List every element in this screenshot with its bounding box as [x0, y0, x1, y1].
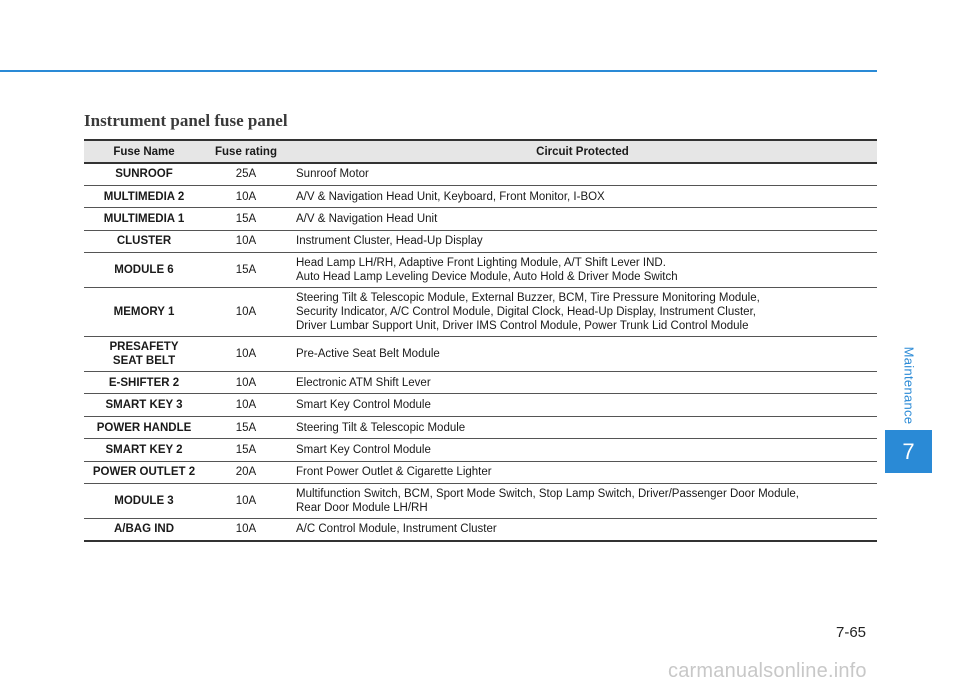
fuse-name: SMART KEY 2 [105, 443, 183, 456]
table-row [84, 416, 877, 438]
fuse-rating: 15A [204, 416, 288, 438]
circuit-protected-line: Driver Lumbar Support Unit, Driver IMS Control Module, Power Trunk Lid Control Module [296, 320, 749, 333]
fuse-name: MODULE 3 [114, 495, 174, 508]
circuit-protected-cell [288, 519, 877, 541]
table-row [84, 337, 877, 372]
circuit-protected-cell [288, 484, 877, 519]
circuit-protected-cell [288, 337, 877, 372]
chapter-number: 7 [902, 438, 915, 464]
fuse-name-cell [84, 394, 204, 416]
fuse-rating: 10A [204, 230, 288, 252]
table-row [84, 208, 877, 230]
circuit-protected-line: A/C Control Module, Instrument Cluster [296, 523, 497, 536]
chapter-label-text: Maintenance [901, 346, 917, 424]
fuse-name-cell [84, 253, 204, 288]
fuse-rating: 10A [204, 394, 288, 416]
section-title: Instrument panel fuse panel [84, 111, 288, 130]
circuit-protected-cell [288, 253, 877, 288]
circuit-protected-line: Electronic ATM Shift Lever [296, 376, 431, 389]
table-row [84, 230, 877, 252]
circuit-protected-cell [288, 185, 877, 207]
table-row [84, 288, 877, 337]
fuse-name: SEAT BELT [112, 355, 176, 368]
circuit-protected-cell [288, 288, 877, 337]
table-row [84, 372, 877, 394]
fuse-name: MULTIMEDIA 2 [103, 190, 185, 203]
chapter-number-tab [885, 430, 932, 473]
circuit-protected-cell [288, 163, 877, 185]
fuse-name: MULTIMEDIA 1 [103, 212, 185, 225]
circuit-protected-line: Instrument Cluster, Head-Up Display [296, 235, 483, 248]
fuse-rating: 10A [204, 519, 288, 541]
fuse-name-cell [84, 484, 204, 519]
circuit-protected-line: Multifunction Switch, BCM, Sport Mode Switch, Stop Lamp Switch, Driver/Passenger Door Module, [296, 488, 800, 501]
fuse-rating: 10A [204, 337, 288, 372]
fuse-rating: 10A [204, 484, 288, 519]
fuse-name-cell [84, 288, 204, 337]
fuse-name-cell [84, 230, 204, 252]
fuse-name: PRESAFETY [109, 341, 179, 354]
fuse-rating: 25A [204, 163, 288, 185]
header-fuse-rating: Fuse rating [204, 140, 288, 163]
fuse-name: E-SHIFTER 2 [108, 376, 180, 389]
table-row [84, 394, 877, 416]
table-row [84, 519, 877, 541]
circuit-protected-line: Steering Tilt & Telescopic Module [296, 421, 466, 434]
fuse-name-cell [84, 372, 204, 394]
header-circuit-protected: Circuit Protected [288, 140, 877, 163]
fuse-name-cell [84, 337, 204, 372]
fuse-name: SUNROOF [115, 168, 173, 181]
fuse-rating: 15A [204, 439, 288, 461]
table-row [84, 439, 877, 461]
table-row [84, 484, 877, 519]
circuit-protected-line: Sunroof Motor [296, 168, 369, 181]
fuse-name-cell [84, 519, 204, 541]
fuse-name: A/BAG IND [113, 523, 175, 536]
fuse-rating: 20A [204, 461, 288, 483]
circuit-protected-line: Auto Head Lamp Leveling Device Module, Auto Hold & Driver Mode Switch [296, 271, 678, 284]
table-row [84, 163, 877, 185]
fuse-rating: 10A [204, 185, 288, 207]
fuse-rating: 15A [204, 253, 288, 288]
fuse-name: POWER OUTLET 2 [92, 466, 196, 479]
circuit-protected-line: Smart Key Control Module [296, 443, 431, 456]
circuit-protected-line: A/V & Navigation Head Unit [296, 212, 438, 225]
circuit-protected-line: Front Power Outlet & Cigarette Lighter [296, 466, 492, 479]
fuse-name: CLUSTER [116, 235, 172, 248]
fuse-rating: 15A [204, 208, 288, 230]
fuse-name: SMART KEY 3 [105, 399, 183, 412]
fuse-table [84, 139, 877, 542]
fuse-name-cell [84, 416, 204, 438]
circuit-protected-cell [288, 439, 877, 461]
circuit-protected-line: Rear Door Module LH/RH [296, 502, 428, 515]
circuit-protected-line: Steering Tilt & Telescopic Module, External Buzzer, BCM, Tire Pressure Monitoring Module, [296, 292, 760, 305]
fuse-rating: 10A [204, 288, 288, 337]
fuse-name-cell [84, 163, 204, 185]
fuse-name-cell [84, 461, 204, 483]
circuit-protected-line: Security Indicator, A/C Control Module, Digital Clock, Head-Up Display, Instrument Cluster, [296, 306, 756, 319]
fuse-name-cell [84, 185, 204, 207]
page-number: 7-65 [836, 624, 867, 641]
circuit-protected-line: Head Lamp LH/RH, Adaptive Front Lighting Module, A/T Shift Lever IND. [296, 257, 666, 270]
circuit-protected-line: Smart Key Control Module [296, 399, 431, 412]
table-body [84, 163, 877, 541]
circuit-protected-cell [288, 394, 877, 416]
fuse-name: POWER HANDLE [96, 421, 192, 434]
top-rule [0, 70, 877, 72]
watermark: carmanualsonline.info [668, 660, 867, 682]
circuit-protected-cell [288, 416, 877, 438]
circuit-protected-cell [288, 230, 877, 252]
fuse-rating: 10A [204, 372, 288, 394]
fuse-name-cell [84, 439, 204, 461]
header-fuse-name: Fuse Name [84, 140, 204, 163]
table-header-row [84, 140, 877, 163]
fuse-name: MEMORY 1 [113, 306, 175, 319]
circuit-protected-line: Pre-Active Seat Belt Module [296, 348, 440, 361]
table-row [84, 185, 877, 207]
fuse-name-cell [84, 208, 204, 230]
fuse-name: MODULE 6 [114, 264, 174, 277]
circuit-protected-cell [288, 208, 877, 230]
circuit-protected-cell [288, 461, 877, 483]
table-row [84, 253, 877, 288]
circuit-protected-cell [288, 372, 877, 394]
table-row [84, 461, 877, 483]
chapter-label [886, 345, 932, 425]
circuit-protected-line: A/V & Navigation Head Unit, Keyboard, Front Monitor, I-BOX [296, 190, 605, 203]
